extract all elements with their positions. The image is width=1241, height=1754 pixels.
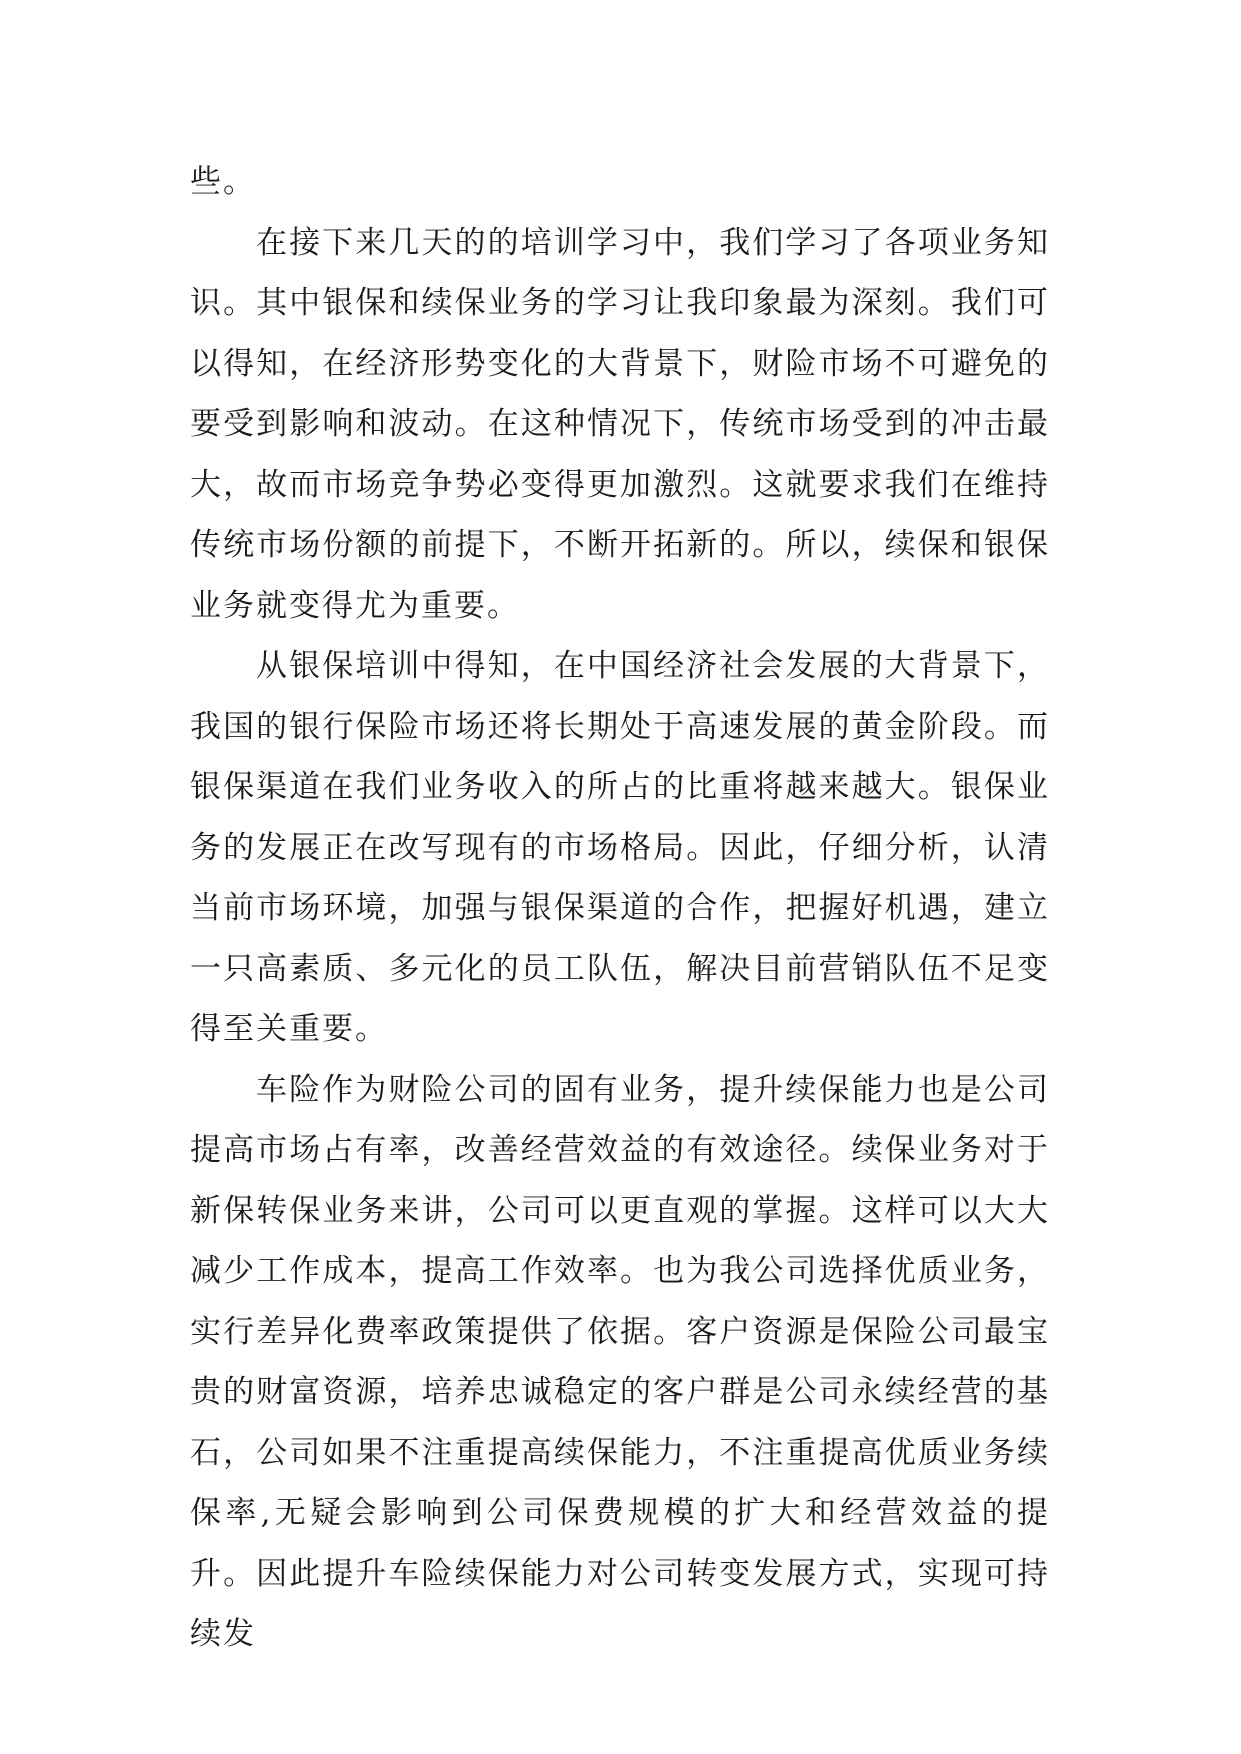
paragraph-auto-renewal: 车险作为财险公司的固有业务，提升续保能力也是公司提高市场占有率，改善经营效益的有效途径。续保业务对于新保转保业务来讲，公司可以更直观的掌握。这样可以大大减少工作成本，提高工作效率。也为我公司选择优质业务，实行差异化费率政策提供了依据。客户资源是保险公司最宝贵的财富资源，培养忠诚稳定的客户群是公司永续经营的基石，公司如果不注重提高续保能力，不注重提高优质业务续保率,无疑会影响到公司保费规模的扩大和经营效益的提升。因此提升车险续保能力对公司转变发展方式，实现可持续发 [190, 1071, 1050, 1652]
paragraph-bancassurance: 从银保培训中得知，在中国经济社会发展的大背景下，我国的银行保险市场还将长期处于高速发展的黄金阶段。而银保渠道在我们业务收入的所占的比重将越来越大。银保业务的发展正在改写现有的市场格局。因此，仔细分析，认清当前市场环境，加强与银保渠道的合作，把握好机遇，建立一只高素质、多元化的员工队伍，解决目前营销队伍不足变得至关重要。 [190, 648, 1050, 1047]
paragraph-training-overview: 在接下来几天的的培训学习中，我们学习了各项业务知识。其中银保和续保业务的学习让我印象最为深刻。我们可以得知，在经济形势变化的大背景下，财险市场不可避免的要受到影响和波动。在这种情况下，传统市场受到的冲击最大，故而市场竞争势必变得更加激烈。这就要求我们在维持传统市场份额的前提下，不断开拓新的。所以，续保和银保业务就变得尤为重要。 [190, 224, 1050, 624]
document-body [190, 152, 1050, 1665]
paragraph-continuation: 些。 [190, 164, 256, 200]
